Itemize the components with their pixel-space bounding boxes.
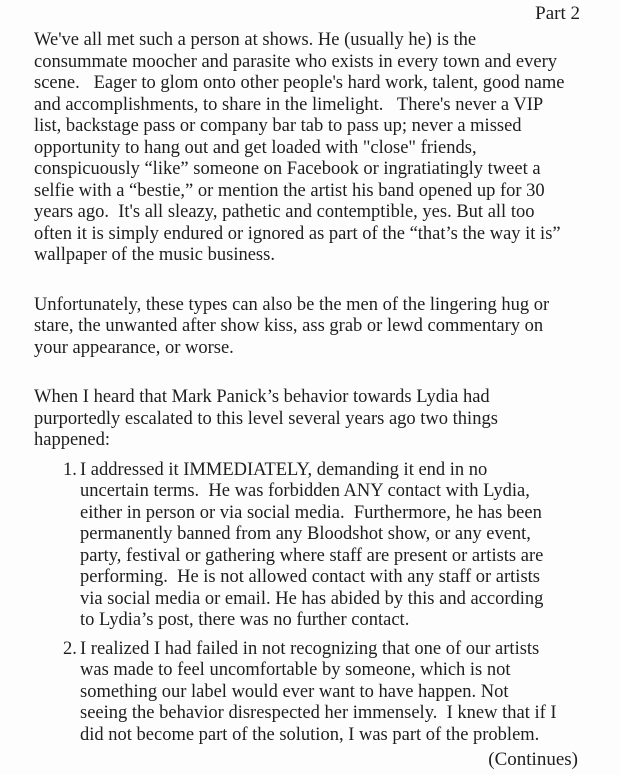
- list-item-1: [34, 460, 594, 632]
- text-line: did not become part of the solution, I was part of the problem.: [80, 724, 540, 745]
- text-line: purportedly escalated to this level several years ago two things: [34, 408, 498, 429]
- paragraph-when-i-heard: [34, 387, 594, 452]
- paragraph-intro: [34, 30, 594, 267]
- continues-label: (Continues): [488, 749, 578, 770]
- list-item-1-number: 1.: [63, 459, 77, 480]
- text-line: and accomplishments, to share in the limelight. There's never a VIP: [34, 94, 544, 115]
- list-item-2-number: 2.: [63, 638, 77, 659]
- text-line: scene. Eager to glom onto other people's hard work, talent, good name: [34, 73, 565, 93]
- list-item-2-text: [80, 639, 594, 747]
- text-line: happened:: [34, 430, 111, 450]
- text-line: was made to feel uncomfortable by someone, which is not: [80, 660, 511, 680]
- text-line: I addressed it IMMEDIATELY, demanding it end in no: [80, 459, 488, 480]
- text-line: your appearance, or worse.: [34, 337, 234, 358]
- text-line: to Lydia’s post, there was no further contact.: [80, 610, 410, 630]
- text-line: We've all met such a person at shows. He (usually he) is the: [34, 30, 477, 50]
- text-line: via social media or email. He has abided by this and according: [80, 588, 544, 609]
- text-line: uncertain terms. He was forbidden ANY contact with Lydia,: [80, 481, 530, 501]
- text-line: list, backstage pass or company bar tab to pass up; never a missed: [34, 116, 522, 136]
- text-line: selfie with a “bestie,” or mention the artist his band opened up for 30: [34, 180, 545, 201]
- part-label: Part 2: [535, 3, 580, 24]
- text-line: consummate moocher and parasite who exists in every town and every: [34, 51, 557, 72]
- text-line: party, festival or gathering where staff are present or artists are: [80, 545, 544, 566]
- list-item-2: [34, 639, 594, 747]
- text-line: often it is simply endured or ignored as part of the “that’s the way it is”: [34, 223, 561, 244]
- document-body: [34, 30, 594, 746]
- text-line: stare, the unwanted after show kiss, ass grab or lewd commentary on: [34, 316, 544, 336]
- list-item-1-text: [80, 460, 594, 632]
- text-line: opportunity to hang out and get loaded with "close" friends,: [34, 137, 477, 158]
- text-line: conspicuously “like” someone on Facebook or ingratiatingly tweet a: [34, 159, 541, 179]
- text-line: wallpaper of the music business.: [34, 245, 275, 265]
- paragraph-unfortunately: [34, 295, 594, 360]
- numbered-list: [34, 460, 594, 747]
- text-line: When I heard that Mark Panick’s behavior towards Lydia had: [34, 387, 490, 407]
- text-line: performing. He is not allowed contact with any staff or artists: [80, 567, 540, 587]
- text-line: seeing the behavior disrespected her immensely. I knew that if I: [80, 703, 557, 723]
- text-line: I realized I had failed in not recognizing that one of our artists: [80, 638, 540, 659]
- text-line: either in person or via social media. Furthermore, he has been: [80, 502, 542, 523]
- text-line: Unfortunately, these types can also be the men of the lingering hug or: [34, 294, 550, 315]
- text-line: years ago. It's all sleazy, pathetic and contemptible, yes. But all too: [34, 202, 535, 222]
- text-line: something our label would ever want to have happen. Not: [80, 681, 509, 702]
- text-line: permanently banned from any Bloodshot show, or any event,: [80, 524, 531, 544]
